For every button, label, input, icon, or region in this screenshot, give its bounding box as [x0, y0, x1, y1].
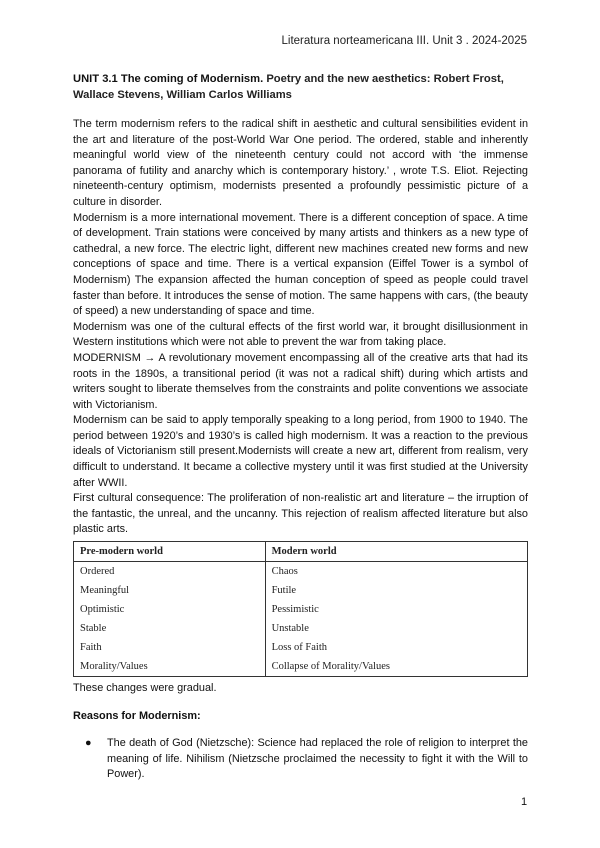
paragraph: MODERNISM → A revolutionary movement encompassing all of the creative arts that had its roots in the 1890s, a transitional period (it was not a radical shift) during which artists and writers sought to liberate themselves from the constraints and polite conventions we associate with Victorianism. [73, 351, 528, 411]
table-cell: Morality/Values [74, 657, 266, 677]
bullet-icon: ● [85, 737, 92, 750]
unit-title-subtitle: Poetry and the new aesthetics: Robert Frost, Wallace Stevens, William Carlos Williams [73, 73, 504, 101]
table-row [74, 638, 528, 657]
table-header: Pre-modern world [74, 542, 266, 562]
table-row [74, 619, 528, 638]
table-cell: Ordered [74, 562, 266, 582]
table-row [74, 562, 528, 582]
table-cell: Collapse of Morality/Values [265, 657, 527, 677]
table-row [74, 600, 528, 619]
table-row [74, 657, 528, 677]
paragraph: The term modernism refers to the radical shift in aesthetic and cultural sensibilities evident in the art and literature of the post-World War One period. The ordered, stable and inherently meaningful world view of the nineteenth century could not accord with ‘the immense panorama of futility and anarchy which is contemporary history.’ , wrote T.S. Eliot. Rejecting nineteenth-century optimism, modernists presented a profoundly pessimistic picture of a culture in disorder. [73, 118, 528, 208]
table-row [74, 581, 528, 600]
paragraph: These changes were gradual. [73, 682, 217, 695]
table-cell: Unstable [265, 619, 527, 638]
table-header: Modern world [265, 542, 527, 562]
table-cell: Pessimistic [265, 600, 527, 619]
table-cell: Faith [74, 638, 266, 657]
page-number: 1 [521, 796, 528, 808]
unit-title [73, 71, 528, 103]
paragraph: Modernism was one of the cultural effects of the first world war, it brought disillusionment in Western institutions which were not able to prevent the war from taking place. [73, 320, 528, 349]
table-header-row [74, 542, 528, 562]
table-cell: Optimistic [74, 600, 266, 619]
paragraph: Modernism can be said to apply temporally speaking to a long period, from 1900 to 1940. The period between 1920’s and 1930’s is called high modernism. It was a reaction to the previous ideals of Victorianism still present.Modernists will create a new art, different from realism, very difficult to understand. It became a collective mystery until it was first studied at the University after WWII. [73, 414, 528, 489]
unit-title-bold: UNIT 3.1 The coming of Modernism. [73, 73, 264, 85]
bullet-list [73, 736, 528, 783]
section-heading: Reasons for Modernism: [73, 709, 201, 722]
list-item-text: The death of God (Nietzsche): Science had replaced the role of religion to interpret the meaning of life. Nihilism (Nietzsche proclaimed the necessity to fight it with the Will to Power). [107, 737, 528, 781]
list-item [85, 736, 528, 783]
table-cell: Futile [265, 581, 527, 600]
comparison-table [73, 541, 528, 677]
table-cell: Stable [74, 619, 266, 638]
table-cell: Chaos [265, 562, 527, 582]
paragraph: First cultural consequence: The proliferation of non-realistic art and literature – the irruption of the fantastic, the unreal, and the uncanny. This rejection of realism affected literature but also plastic arts. [73, 492, 528, 536]
table-cell: Meaningful [74, 581, 266, 600]
page-header: Literatura norteamericana III. Unit 3 . 2024-2025 [281, 35, 527, 47]
table-cell: Loss of Faith [265, 638, 527, 657]
paragraph: Modernism is a more international movement. There is a different conception of space. A time of development. Train stations were conceived by many artists and thinkers as a new type of cathedral, a new force. The electric light, different new machines created new forms and new conceptions of space and time. There is a vertical expansion (Eiffel Tower is a symbol of Modernism) The expansion affected the human conception of speed as people could travel faster than before. It introduces the sense of motion. The same happens with cars, (the beauty of speed) a new understanding of space and time. [73, 211, 528, 318]
document-body [73, 71, 528, 783]
